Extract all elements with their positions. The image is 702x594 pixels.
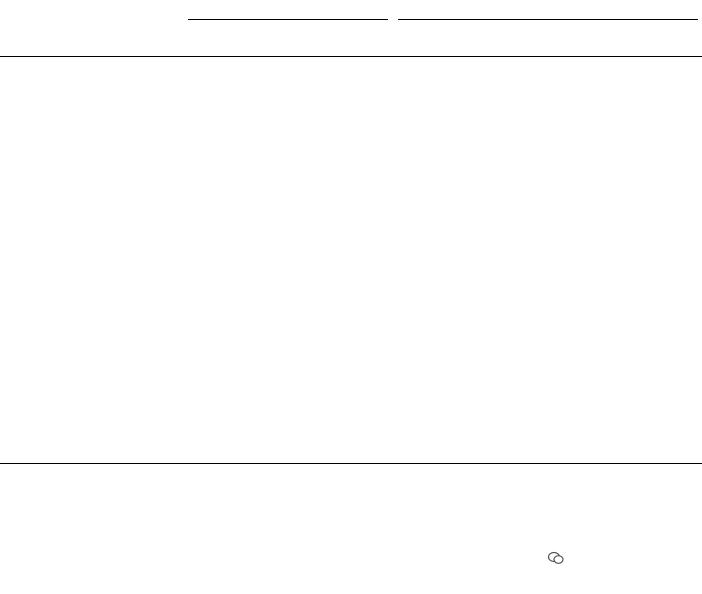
wechat-icon: [548, 551, 564, 565]
rule-three-months: [188, 19, 388, 20]
rule-header1-bottom: [0, 56, 702, 57]
rule-header2-bottom: [0, 463, 702, 464]
watermark: [548, 551, 567, 567]
rule-year-ended: [398, 19, 698, 20]
